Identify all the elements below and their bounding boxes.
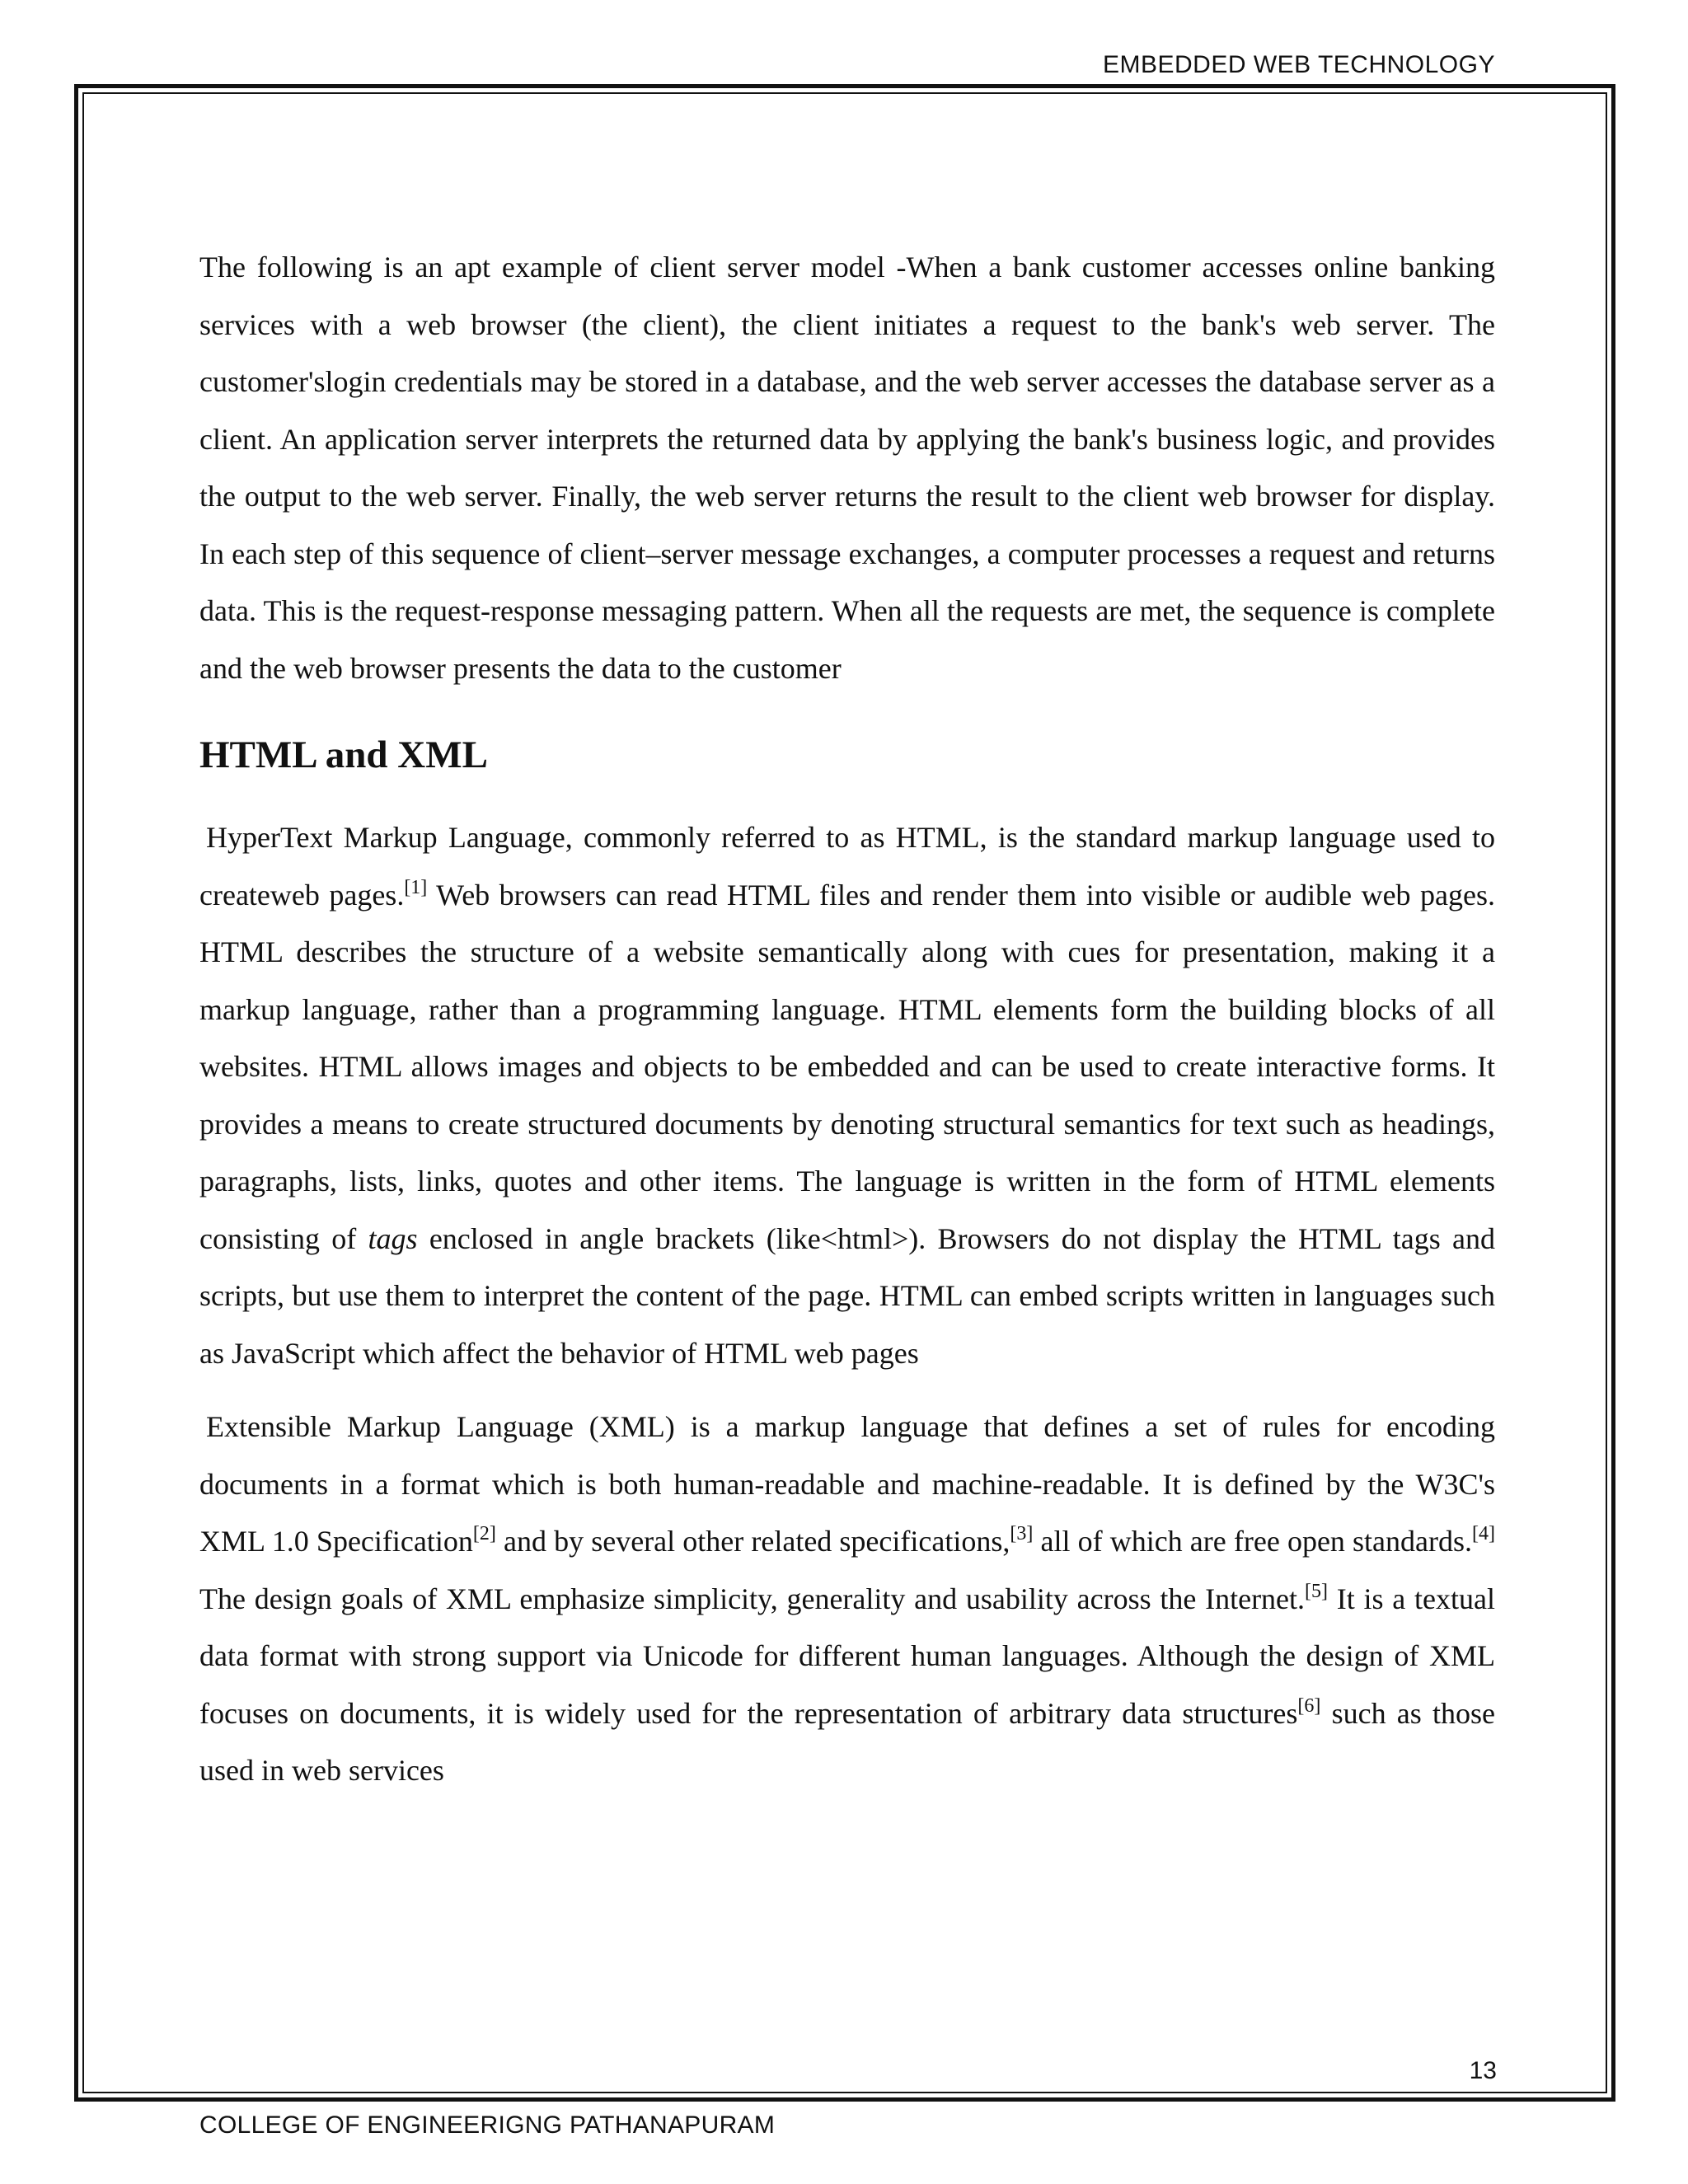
xml-paragraph [199, 1399, 1495, 1800]
page-number: 13 [1469, 2057, 1497, 2084]
tags-italic: tags [368, 1221, 418, 1255]
html-paragraph [199, 809, 1495, 1382]
reference-6: [6] [1297, 1694, 1321, 1717]
reference-2: [2] [472, 1523, 496, 1544]
reference-1: [1] [404, 876, 428, 898]
client-server-paragraph: The following is an apt example of client server model -When a bank customer accesses online banking services with a web browser (the client), the client initiates a request to the bank's web server. The customer'slogin credentials may be stored in a database, and the web server accesses the database server as a client. An application server interprets the returned data by applying the bank's business logic, and provides the output to the web server. Finally, the web server returns the result to the client web browser for display. In each step of this sequence of client–server message exchanges, a computer processes a request and returns data. This is the request-response messaging pattern. When all the requests are met, the sequence is complete and the web browser presents the data to the customer [199, 251, 1495, 685]
page-content [199, 239, 1495, 1800]
reference-4: [4] [1472, 1523, 1495, 1544]
xml-text-2: and by several other related specifications, [495, 1525, 1010, 1558]
reference-5: [5] [1305, 1580, 1329, 1602]
section-heading-html-xml: HTML and XML [199, 733, 488, 776]
xml-text-1: Extensible Markup Language (XML) is a markup language that defines a set of rules for encoding documents in a format which is both human-readable and machine-readable. It is defined by the W3C's XML 1.0 Specification [199, 1410, 1495, 1558]
xml-text-4: The design goals of XML emphasize simplicity, generality and usability across the Internet. [199, 1582, 1306, 1615]
xml-text-3: all of which are free open standards. [1033, 1525, 1473, 1558]
html-text-2: Web browsers can read HTML files and render them into visible or audible web pages. HTML describes the structure of a website semantically along with cues for presentation, making it a markup language, rather than a programming language. HTML elements form the building blocks of all websites. HTML allows images and objects to be embedded and can be used to create interactive forms. It provides a means to create structured documents by denoting structural semantics for text such as headings, paragraphs, lists, links, quotes and other items. The language is written in the form of HTML elements consisting of [199, 878, 1495, 1255]
html-text-3: enclosed in angle brackets (like<html>). Browsers do not display the HTML tags and scripts, but use them to interpret the content of the page. HTML can embed scripts written in languages such as JavaScript which affect the behavior of HTML web pages [199, 1221, 1495, 1370]
html-text-1: HyperText Markup Language, commonly referred to as HTML, is the standard markup language used to createweb pages. [199, 821, 1495, 912]
xml-text-6: such as those used in web services [199, 1696, 1495, 1787]
page-header-title: EMBEDDED WEB TECHNOLOGY [1102, 51, 1495, 78]
xml-text-5: It is a textual data format with strong support via Unicode for different human languages. Although the design of XML focuses on documents, it is widely used for the representation of arbitrary data structures [199, 1582, 1495, 1730]
footer-college-name: COLLEGE OF ENGINEERIGNG PATHANAPURAM [199, 2111, 776, 2139]
reference-3: [3] [1010, 1523, 1034, 1544]
